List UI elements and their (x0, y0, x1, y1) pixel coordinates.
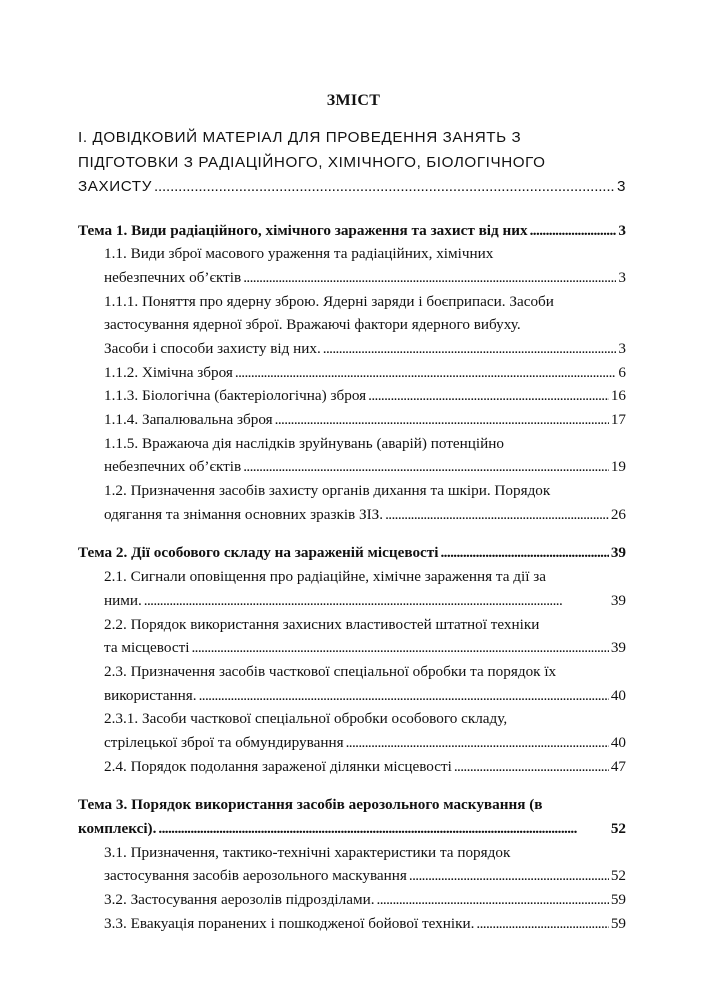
table-of-contents (78, 126, 626, 935)
page-number: 3 (616, 178, 626, 195)
toc-entry-line: 3.1. Призначення, тактико-технічні характеристики та порядок (104, 843, 511, 861)
toc-entry-last-line (78, 755, 626, 779)
page-number: 3 (618, 268, 626, 286)
page-number: 26 (610, 505, 626, 523)
toc-entry-text: небезпечних об’єктів (104, 268, 242, 286)
page-number: 59 (610, 891, 626, 909)
toc-topic-heading (78, 219, 626, 243)
toc-entry[interactable] (78, 432, 626, 479)
toc-entry-last-line (78, 888, 626, 912)
toc-entry-last-line (78, 266, 626, 290)
toc-section-1[interactable] (78, 126, 626, 200)
dot-leader (243, 455, 609, 479)
toc-entry-text: 1.1.4. Запалювальна зброя (104, 411, 273, 428)
toc-topic-text: Тема 1. Види радіаційного, хімічного зараження та захист від них (78, 221, 528, 239)
toc-entry-text: стрілецької зброї та обмундирування (104, 733, 344, 751)
page-number: 16 (610, 387, 626, 405)
toc-entry-last-line (78, 864, 626, 888)
toc-topic-2-items (78, 565, 626, 778)
toc-entry-line: 1.1.1. Поняття про ядерну зброю. Ядерні заряди і боєприпаси. Засоби (104, 292, 554, 310)
dot-leader (368, 384, 609, 408)
toc-entry-last-line (78, 912, 626, 936)
dot-leader (454, 755, 609, 779)
page-title: ЗМІСТ (326, 92, 381, 109)
toc-topic-1-items (78, 242, 626, 526)
page-number: 19 (610, 458, 626, 476)
toc-entry-line: 1.1. Види зброї масового ураження та радіаційних, хімічних (104, 245, 494, 263)
toc-section-line: ПІДГОТОВКИ З РАДІАЦІЙНОГО, ХІМІЧНОГО, БІОЛОГІЧНОГО (78, 153, 546, 171)
toc-entry-line: 1.2. Призначення засобів захисту органів дихання та шкіри. Порядок (104, 482, 551, 500)
toc-entry-last-line (78, 731, 626, 755)
toc-entry-text: 1.1.2. Хімічна зброя (104, 363, 233, 381)
dot-leader (243, 266, 616, 290)
toc-topic-heading (78, 817, 626, 841)
toc-entry-line: 2.3.1. Засоби часткової спеціальної обробки особового складу, (104, 710, 508, 728)
toc-entry-text: 1.1.3. Біологічна (бактеріологічна) зброя (104, 387, 367, 405)
dot-leader (440, 541, 608, 565)
toc-entry[interactable] (78, 841, 626, 888)
toc-topic-1[interactable] (78, 219, 626, 243)
toc-entry-line: 2.1. Сигнали оповіщення про радіаційне, хімічне зараження та дії за (104, 568, 546, 586)
page-number: 40 (610, 733, 626, 751)
toc-section-line: І. ДОВІДКОВИЙ МАТЕРІАЛ ДЛЯ ПРОВЕДЕННЯ ЗАНЯТЬ З (78, 129, 522, 146)
page-number: 17 (610, 411, 626, 428)
page-number: 52 (610, 820, 626, 837)
toc-section-last-line (78, 175, 626, 200)
toc-entry[interactable] (78, 660, 626, 707)
toc-entry-last-line (78, 384, 626, 408)
toc-entry[interactable] (78, 613, 626, 660)
toc-entry-last-line (78, 408, 626, 432)
toc-entry-line: 1.1.5. Вражаюча дія наслідків зруйнувань (аварій) потенційно (104, 434, 504, 452)
toc-entry[interactable] (78, 565, 626, 612)
page-number: 39 (610, 639, 626, 657)
toc-entry-text: та місцевості (104, 639, 190, 657)
dot-leader (235, 361, 617, 385)
toc-entry[interactable] (78, 384, 626, 408)
toc-topic-3[interactable] (78, 793, 626, 840)
toc-entry[interactable] (78, 755, 626, 779)
dot-leader (191, 636, 608, 660)
toc-entry-text: застосування засобів аерозольного маскування (104, 867, 407, 885)
toc-entry[interactable] (78, 408, 626, 432)
toc-topic-heading (78, 541, 626, 565)
dot-leader (377, 888, 609, 912)
toc-entry-text: 3.3. Евакуація поранених і пошкодженої бойової техніки. (104, 914, 475, 932)
toc-entry-last-line (78, 589, 626, 613)
toc-topic-heading-line: Тема 3. Порядок використання засобів аерозольного маскування (в (78, 796, 543, 814)
dot-leader (154, 175, 615, 200)
toc-entry[interactable] (78, 242, 626, 289)
dot-leader (409, 864, 609, 888)
toc-entry-text: небезпечних об’єктів (104, 458, 242, 476)
toc-topic-text: комплексі). (78, 820, 157, 837)
page-number: 40 (610, 686, 626, 704)
dot-leader (323, 337, 617, 361)
toc-section-last-text: ЗАХИСТУ (78, 178, 152, 195)
page-number: 3 (618, 339, 626, 357)
toc-entry-text: використання. (104, 686, 197, 704)
dot-leader (346, 731, 609, 755)
dot-leader (144, 589, 609, 613)
dot-leader (530, 219, 617, 243)
dot-leader (199, 684, 609, 708)
page-number: 39 (610, 591, 626, 609)
dot-leader (385, 503, 609, 527)
toc-entry-line: 2.3. Призначення засобів часткової спеціальної обробки та порядок їх (104, 662, 557, 680)
page-number: 39 (610, 544, 626, 562)
toc-entry-text: одягання та знімання основних зразків ЗІЗ. (104, 505, 384, 523)
toc-entry-last-line (78, 636, 626, 660)
toc-entry[interactable] (78, 479, 626, 526)
page-number: 59 (610, 914, 626, 932)
page-number: 47 (610, 757, 626, 775)
toc-entry-text: Засоби і способи захисту від них. (104, 339, 321, 357)
toc-entry[interactable] (78, 888, 626, 912)
dot-leader (476, 912, 608, 936)
toc-topic-2[interactable] (78, 541, 626, 565)
toc-entry[interactable] (78, 290, 626, 361)
toc-entry[interactable] (78, 361, 626, 385)
toc-entry-last-line (78, 361, 626, 385)
toc-entry-last-line (78, 684, 626, 708)
toc-entry-line: застосування ядерної зброї. Вражаючі фактори ядерного вибуху. (104, 316, 521, 334)
page-number: 3 (618, 221, 626, 239)
dot-leader (275, 408, 609, 432)
toc-entry-text: 2.4. Порядок подолання зараженої ділянки місцевості (104, 757, 452, 775)
toc-topic-text: Тема 2. Дії особового складу на зараженій місцевості (78, 544, 439, 562)
page-number: 6 (618, 363, 626, 381)
toc-entry-text: ними. (104, 591, 142, 609)
toc-entry-last-line (78, 337, 626, 361)
toc-entry-text: 3.2. Застосування аерозолів підрозділами. (104, 891, 375, 909)
toc-entry-last-line (78, 503, 626, 527)
toc-entry[interactable] (78, 707, 626, 754)
toc-entry-line: 2.2. Порядок використання захисних властивостей штатної техніки (104, 615, 540, 633)
toc-entry-last-line (78, 455, 626, 479)
toc-topic-3-items (78, 841, 626, 936)
page-number: 52 (610, 867, 626, 885)
dot-leader (158, 817, 608, 841)
toc-entry[interactable] (78, 912, 626, 936)
